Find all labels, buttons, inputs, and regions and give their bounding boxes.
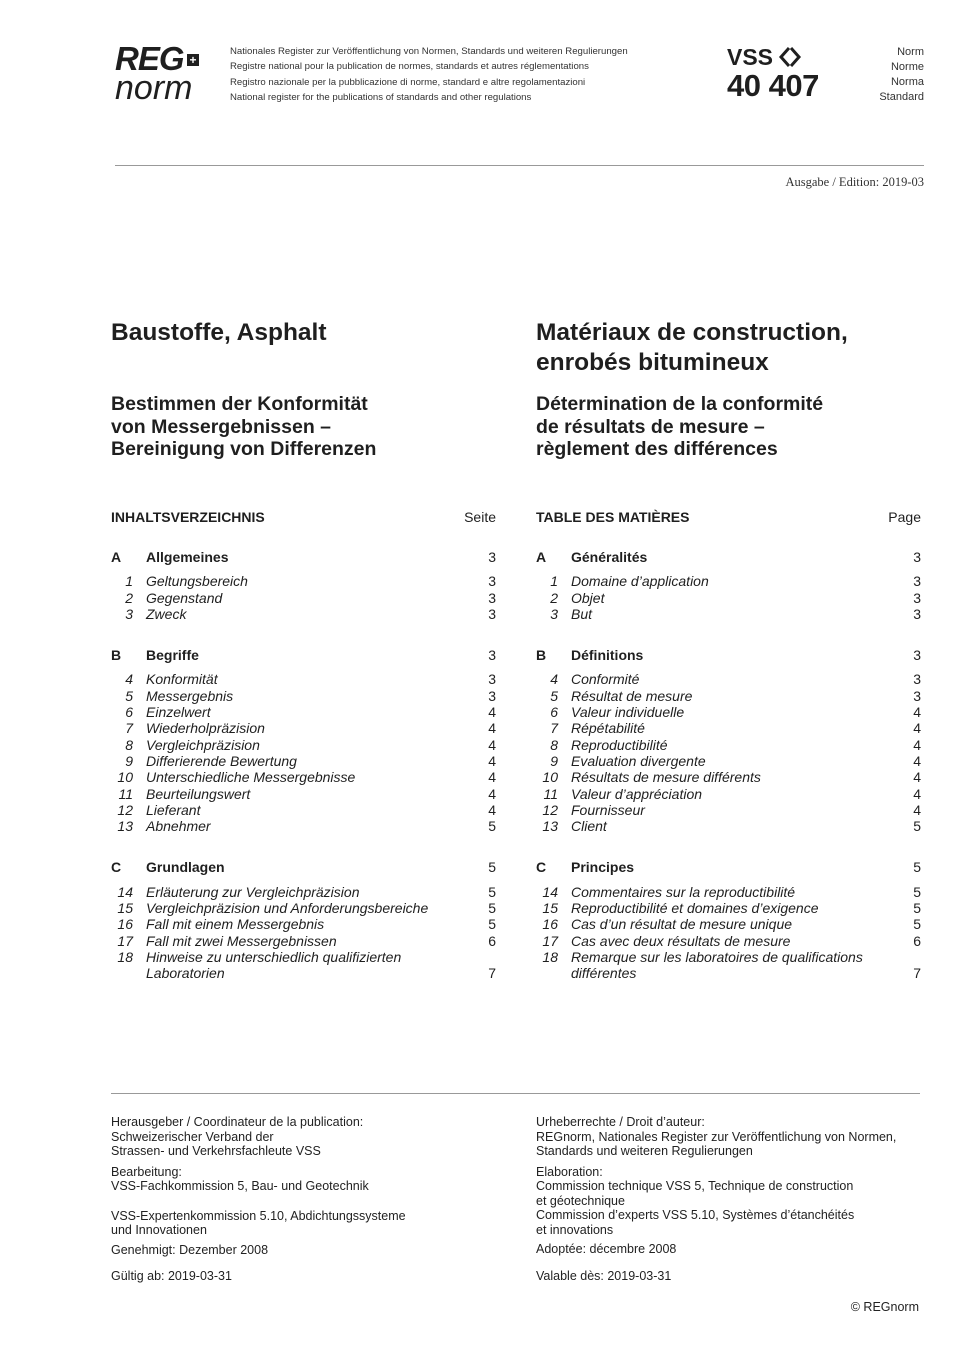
doc-type-fr: Norme [890,61,924,73]
item-text: Beurteilungswert [146,785,251,802]
editing-commission: VSS-Fachkommission 5, Bau- und Geotechnik [111,1179,369,1193]
subtitle-block-de [111,393,496,461]
logo-reg-text: REG [115,40,184,77]
publisher-name: Strassen- und Verkehrsfachleute VSS [111,1144,321,1158]
toc-item[interactable] [536,573,921,589]
edition-date: Ausgabe / Edition: 2019-03 [785,175,924,189]
item-page: 3 [488,605,496,622]
copyright-label: Urheberrechte / Droit d’auteur: [536,1115,705,1129]
item-number: 3 [125,605,133,622]
elaboration-experts: Commission d’experts VSS 5.10, Systèmes d’étanchéités [536,1208,855,1222]
subtitle-de-line: Bereinigung von Differenzen [111,438,377,460]
item-number: 18 [117,948,133,965]
toc-item[interactable] [111,737,496,753]
item-text: Valeur d’appréciation [571,785,703,802]
item-page: 5 [488,900,496,917]
copyright-holder: REGnorm, Nationales Register zur Veröffentlichung von Normen, [536,1129,897,1144]
subtitle-de-line: von Messergebnissen – [111,415,332,438]
toc-item[interactable] [536,818,921,834]
toc-item[interactable] [111,949,496,982]
item-number: 1 [125,573,133,590]
title-fr-line: Matériaux de construction, [536,319,848,346]
toc-item[interactable] [536,786,921,802]
toc-item[interactable] [111,606,496,622]
item-text: Fall mit zwei Messergebnissen [146,932,337,949]
header-divider [115,165,924,166]
regnorm-logo [115,40,215,107]
toc-item[interactable] [111,802,496,818]
item-text: Evaluation divergente [571,752,706,769]
item-number: 14 [117,883,133,900]
item-number: 4 [125,671,133,688]
item-number: 5 [550,687,558,704]
toc-item[interactable] [111,769,496,785]
item-text: Conformité [571,671,640,688]
toc-item[interactable] [111,900,496,916]
item-page: 4 [913,785,921,802]
section-letter: C [111,859,122,876]
item-page: 5 [913,883,921,900]
item-number: 1 [550,573,558,590]
item-text: Client [571,818,607,835]
item-page: 3 [913,671,921,688]
logo-plus-icon: + [187,54,199,66]
section-letter: B [111,647,122,664]
item-text: Domaine d’application [571,573,709,590]
section-title: Définitions [571,647,644,664]
approval-date: Adoptée: décembre 2008 [536,1242,677,1256]
copyright-holder: Standards und weiteren Regulierungen [536,1144,753,1158]
section-page: 3 [913,647,921,664]
item-page: 4 [488,720,496,737]
item-text: Commentaires sur la reproductibilité [571,883,796,900]
item-page: 3 [488,687,496,704]
vss-arrows-icon [775,45,805,69]
item-text: Lieferant [146,801,201,818]
valid-from-date: Gültig ab: 2019-03-31 [111,1269,232,1283]
copyright-mark: © REGnorm [850,1300,919,1314]
item-number: 9 [125,752,133,769]
footer-left [111,1115,496,1284]
toc-section[interactable] [536,647,921,663]
toc-item[interactable] [536,769,921,785]
toc-item[interactable] [536,737,921,753]
item-number: 5 [125,687,133,704]
toc-item[interactable] [536,720,921,736]
subtitle-block-fr [536,393,921,461]
section-title: Begriffe [146,647,199,664]
item-text: Wiederholpräzision [146,720,265,737]
item-number: 11 [118,785,133,802]
item-text: Cas d’un résultat de mesure unique [571,916,793,933]
item-page: 3 [913,573,921,590]
section-page: 5 [488,859,496,876]
item-number: 16 [542,916,558,933]
section-title: Généralités [571,549,648,565]
register-line-fr: Registre national pour la publication de normes, standards et autres réglementations [230,61,589,73]
section-title: Allgemeines [146,549,229,565]
section-title: Grundlagen [146,859,225,876]
item-text: Geltungsbereich [146,573,248,590]
toc-label: INHALTSVERZEICHNIS [111,509,265,525]
item-page: 6 [913,932,921,949]
item-number: 17 [542,932,558,949]
elaboration-commission: Commission technique VSS 5, Technique de construction [536,1179,854,1193]
item-text: Répétabilité [571,720,645,737]
toc-item[interactable] [111,933,496,949]
toc-item[interactable] [536,802,921,818]
item-number: 6 [550,704,558,721]
section-page: 3 [488,647,496,664]
page-label: Page [888,509,921,525]
toc-item[interactable] [111,884,496,900]
toc-header [111,508,496,526]
item-page: 3 [488,671,496,688]
subtitle-fr-line: de résultats de mesure – [536,415,765,438]
item-text: Hinweise zu unterschiedlich qualifizierten Laboratorien [146,948,402,982]
item-text: But [571,605,593,622]
elaboration-experts: et innovations [536,1222,614,1237]
section-letter: A [111,549,122,565]
item-text: Objet [571,589,605,606]
footer-divider [111,1093,920,1094]
section-letter: C [536,859,547,876]
toc-item[interactable] [536,933,921,949]
toc-item[interactable] [111,720,496,736]
item-page: 4 [488,801,496,818]
title-block-de [111,318,496,348]
item-number: 3 [550,605,558,622]
item-number: 10 [117,769,133,786]
toc-section[interactable] [536,859,921,875]
item-page: 4 [913,736,921,753]
item-text: Vergleichpräzision [146,736,260,753]
register-line-de: Nationales Register zur Veröffentlichung von Normen, Standards und weiteren Regulierungen [230,46,628,57]
item-number: 15 [117,900,133,917]
item-text: Abnehmer [146,818,211,835]
register-description [230,44,628,105]
title-block-fr [536,318,921,378]
register-line-it: Registro nazionale per la pubblicazione di norme, standard e altre regolamentazioni [230,76,586,88]
section-page: 5 [913,859,921,876]
item-text: Unterschiedliche Messergebnisse [146,769,356,786]
toc-item[interactable] [111,753,496,769]
item-text: Cas avec deux résultats de mesure [571,932,791,949]
toc-item[interactable] [536,606,921,622]
toc-item[interactable] [111,916,496,932]
item-number: 17 [117,932,133,949]
item-number: 8 [125,736,133,753]
item-number: 18 [542,948,558,965]
item-page: 4 [488,752,496,769]
vss-logo-text: VSS [727,44,774,70]
item-text: Erläuterung zur Vergleichpräzision [146,883,360,900]
item-page: 5 [913,818,921,835]
toc-item[interactable] [111,671,496,687]
item-number: 8 [550,736,558,753]
toc-section[interactable] [111,859,496,875]
item-page: 7 [488,965,496,982]
title-de: Baustoffe, Asphalt [111,319,327,346]
item-page: 4 [913,752,921,769]
toc-header [536,508,921,526]
toc-item[interactable] [111,590,496,606]
toc-item[interactable] [536,753,921,769]
item-text: Vergleichpräzision und Anforderungsbereiche [146,900,429,917]
publisher-name: Schweizerischer Verband der [111,1129,274,1144]
approval-date: Genehmigt: Dezember 2008 [111,1242,269,1257]
item-page: 4 [913,720,921,737]
item-number: 13 [117,818,133,835]
expert-commission: VSS-Expertenkommission 5.10, Abdichtungssysteme [111,1208,406,1223]
toc-item[interactable] [536,590,921,606]
item-number: 2 [550,589,558,606]
item-page: 5 [488,818,496,835]
item-text: Remarque sur les laboratoires de qualifications différentes [571,948,863,982]
elaboration-commission: et géotechnique [536,1193,625,1208]
toc-item[interactable] [111,573,496,589]
toc-item[interactable] [536,704,921,720]
toc-item[interactable] [536,900,921,916]
register-line-en: National register for the publications of standards and other regulations [230,91,532,103]
item-text: Konformität [146,671,218,688]
doc-type-de: Norm [897,46,924,58]
toc-fr [536,508,921,982]
item-number: 10 [542,769,558,786]
item-page: 3 [488,589,496,606]
item-number: 16 [117,916,133,933]
item-page: 5 [913,916,921,933]
elaboration-label: Elaboration: [536,1164,603,1179]
toc-item[interactable] [111,688,496,704]
item-page: 3 [913,687,921,704]
item-text: Messergebnis [146,687,234,704]
document-types [879,45,924,105]
item-page: 3 [913,589,921,606]
toc-item[interactable] [536,884,921,900]
item-number: 2 [125,589,133,606]
section-letter: A [536,549,547,565]
item-page: 5 [488,916,496,933]
item-number: 9 [550,752,558,769]
item-page: 4 [913,769,921,786]
item-page: 4 [913,801,921,818]
title-fr-line: enrobés bitumineux [536,349,769,376]
toc-item[interactable] [536,916,921,932]
section-page: 3 [488,549,496,565]
standard-number: 40 407 [727,68,819,103]
item-page: 5 [488,883,496,900]
subtitle-fr-line: Détermination de la conformité [536,393,824,415]
item-number: 7 [550,720,558,737]
vss-badge [727,44,819,102]
valid-from-date: Valable dès: 2019-03-31 [536,1268,672,1283]
item-text: Zweck [146,605,187,622]
section-title: Principes [571,859,635,876]
item-page: 5 [913,900,921,917]
toc-de [111,508,496,982]
item-number: 12 [117,801,133,818]
item-number: 11 [543,785,558,802]
item-text: Reproductibilité et domaines d’exigence [571,900,819,917]
item-text: Differierende Bewertung [146,752,297,769]
toc-section[interactable] [111,647,496,663]
item-page: 4 [488,769,496,786]
toc-section[interactable] [536,549,921,565]
item-number: 6 [125,704,133,721]
toc-item[interactable] [111,818,496,834]
item-page: 6 [488,932,496,949]
footer-right [536,1115,921,1283]
publisher-label: Herausgeber / Coordinateur de la publication: [111,1115,364,1129]
section-page: 3 [913,549,921,565]
toc-item[interactable] [111,704,496,720]
item-text: Valeur individuelle [571,704,685,721]
toc-section[interactable] [111,549,496,565]
toc-item[interactable] [536,949,921,982]
item-number: 4 [550,671,558,688]
item-text: Gegenstand [146,589,223,606]
toc-item[interactable] [536,688,921,704]
item-number: 7 [125,720,133,737]
item-number: 13 [542,818,558,835]
item-text: Résultat de mesure [571,687,693,704]
item-page: 4 [913,704,921,721]
item-text: Einzelwert [146,704,211,721]
item-text: Reproductibilité [571,736,668,753]
doc-type-en: Standard [879,91,924,103]
item-page: 4 [488,704,496,721]
item-text: Résultats de mesure différents [571,769,761,786]
subtitle-fr-line: règlement des différences [536,438,778,460]
expert-commission: und Innovationen [111,1223,207,1237]
item-text: Fournisseur [571,801,645,818]
item-number: 12 [542,801,558,818]
doc-type-it: Norma [890,76,924,88]
item-page: 4 [488,736,496,753]
section-letter: B [536,647,547,664]
subtitle-de-line: Bestimmen der Konformität [111,393,368,415]
page-label: Seite [464,509,496,525]
toc-item[interactable] [536,671,921,687]
item-page: 3 [913,605,921,622]
editing-label: Bearbeitung: [111,1164,182,1179]
item-page: 4 [488,785,496,802]
toc-label: TABLE DES MATIÈRES [536,509,690,525]
logo-norm-text: norm [115,69,193,107]
item-number: 14 [542,883,558,900]
item-page: 3 [488,573,496,590]
item-text: Fall mit einem Messergebnis [146,916,325,933]
toc-item[interactable] [111,786,496,802]
item-number: 15 [542,900,558,917]
item-page: 7 [913,965,921,982]
